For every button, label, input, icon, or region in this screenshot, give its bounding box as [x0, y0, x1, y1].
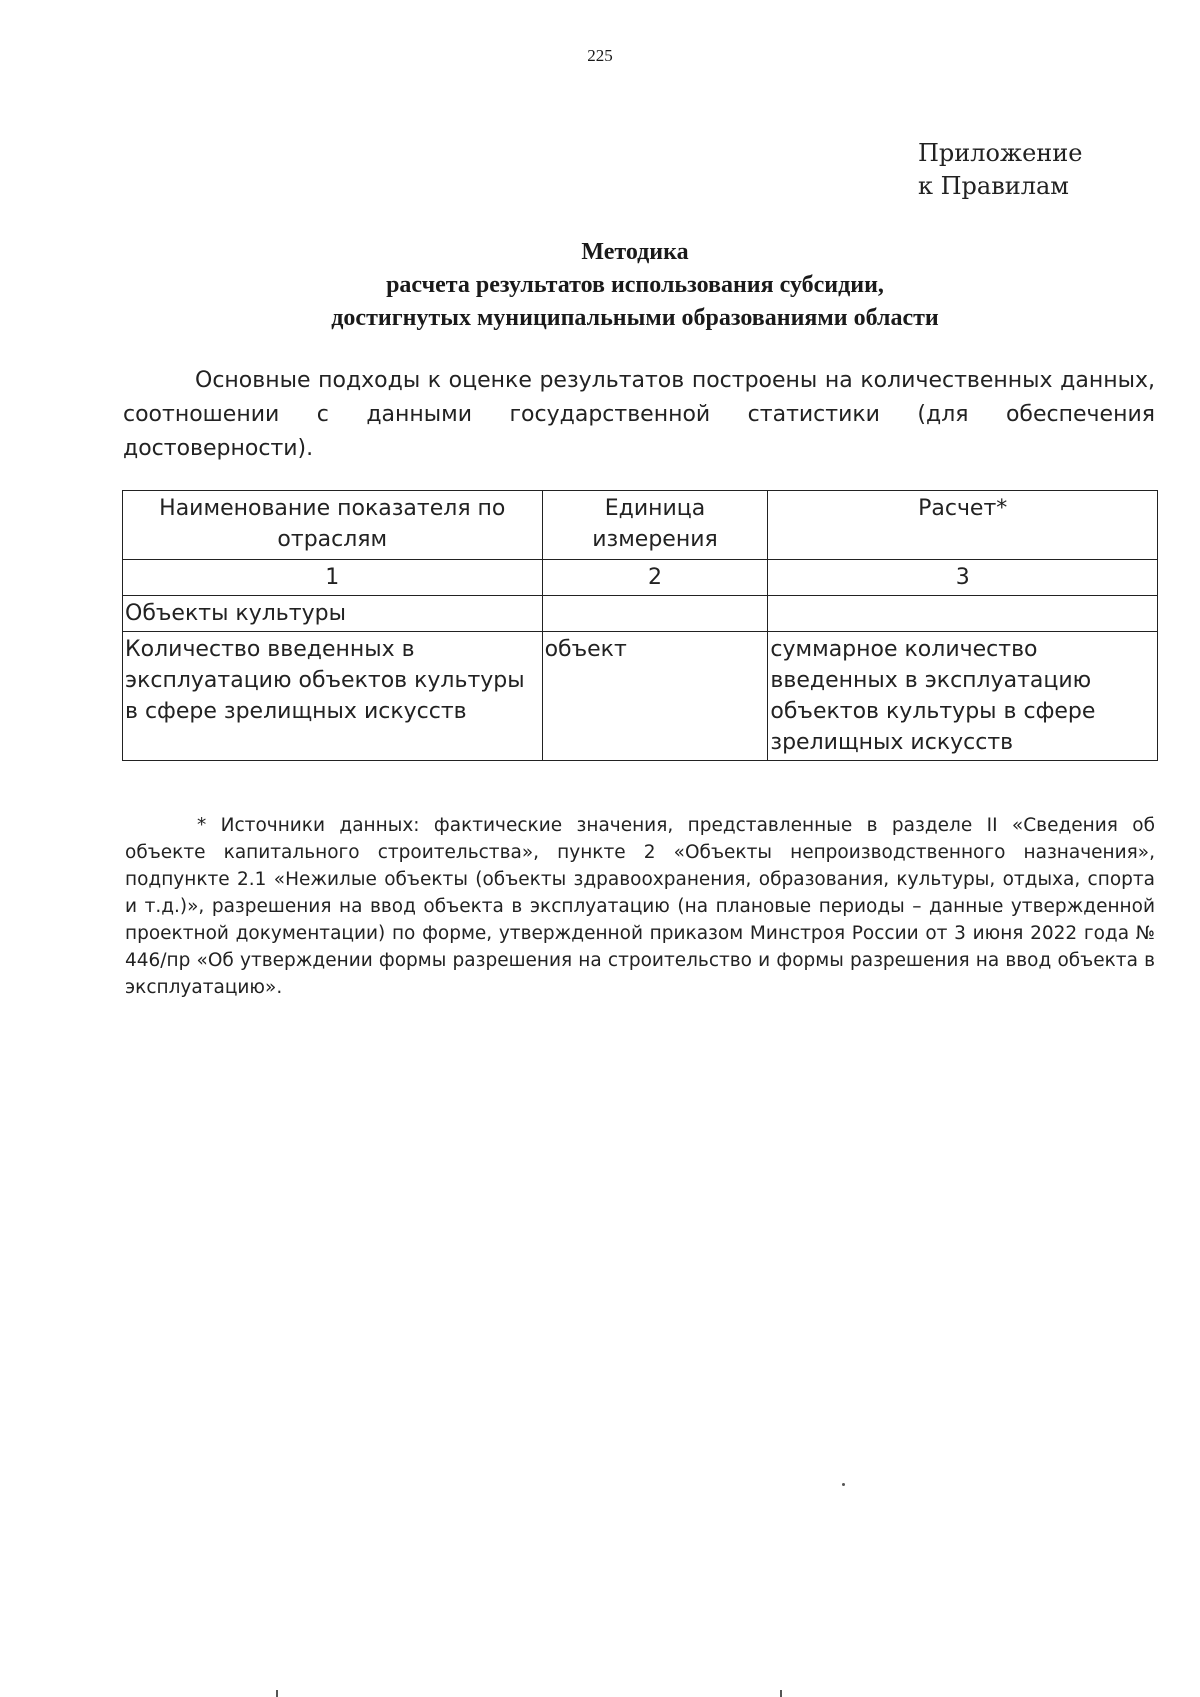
document-title [130, 236, 1140, 335]
title-line-1: Методика [581, 239, 689, 265]
row-indicator-name: Количество введенных в эксплуатацию объектов культуры в сфере зрелищных искусств [123, 632, 543, 761]
section-calc [768, 596, 1158, 632]
column-number-2: 2 [542, 560, 768, 596]
header-indicator-name: Наименование показателя по отраслям [123, 491, 543, 560]
scan-speck [842, 1483, 845, 1486]
title-line-2: расчета результатов использования субсидии, [386, 272, 884, 298]
section-unit [542, 596, 768, 632]
indicators-table [122, 490, 1158, 761]
footnote: * Источники данных: фактические значения, представленные в разделе II «Сведения об объекте капитального строительства», пункте 2 «Объекты непроизводственного назначения», подпункте 2.1 «Нежилые объекты (объекты здравоохранения, образования, культуры, отдыха, спорта и т.д.)», разрешения на ввод объекта в эксплуатацию (на плановые периоды – данные утвержденной проектной документации) по форме, утвержденной приказом Минстроя России от 3 июня 2022 года № 446/пр «Об утверждении формы разрешения на строительство и формы разрешения на ввод объекта в эксплуатацию». [125, 815, 1155, 998]
appendix-note [918, 137, 1082, 203]
scan-speck [276, 1690, 278, 1697]
header-unit: Единица измерения [542, 491, 768, 560]
column-number-3: 3 [768, 560, 1158, 596]
scan-speck [780, 1690, 782, 1697]
page-number: 225 [587, 46, 613, 65]
title-line-3: достигнутых муниципальными образованиями области [331, 305, 939, 331]
table-section-row [123, 596, 1158, 632]
appendix-line-1: Приложение [918, 139, 1083, 167]
table-row [123, 632, 1158, 761]
intro-paragraph: Основные подходы к оценке результатов построены на количественных данных, соотношении с данными государственной статистики (для обеспечения достоверности). [123, 368, 1155, 461]
section-name: Объекты культуры [123, 596, 543, 632]
row-unit: объект [542, 632, 768, 761]
appendix-line-2: к Правилам [918, 172, 1069, 200]
column-number-1: 1 [123, 560, 543, 596]
header-calculation: Расчет* [768, 491, 1158, 560]
table-column-numbers-row [123, 560, 1158, 596]
row-calculation: суммарное количество введенных в эксплуатацию объектов культуры в сфере зрелищных искусств [768, 632, 1158, 761]
table-header-row [123, 491, 1158, 560]
